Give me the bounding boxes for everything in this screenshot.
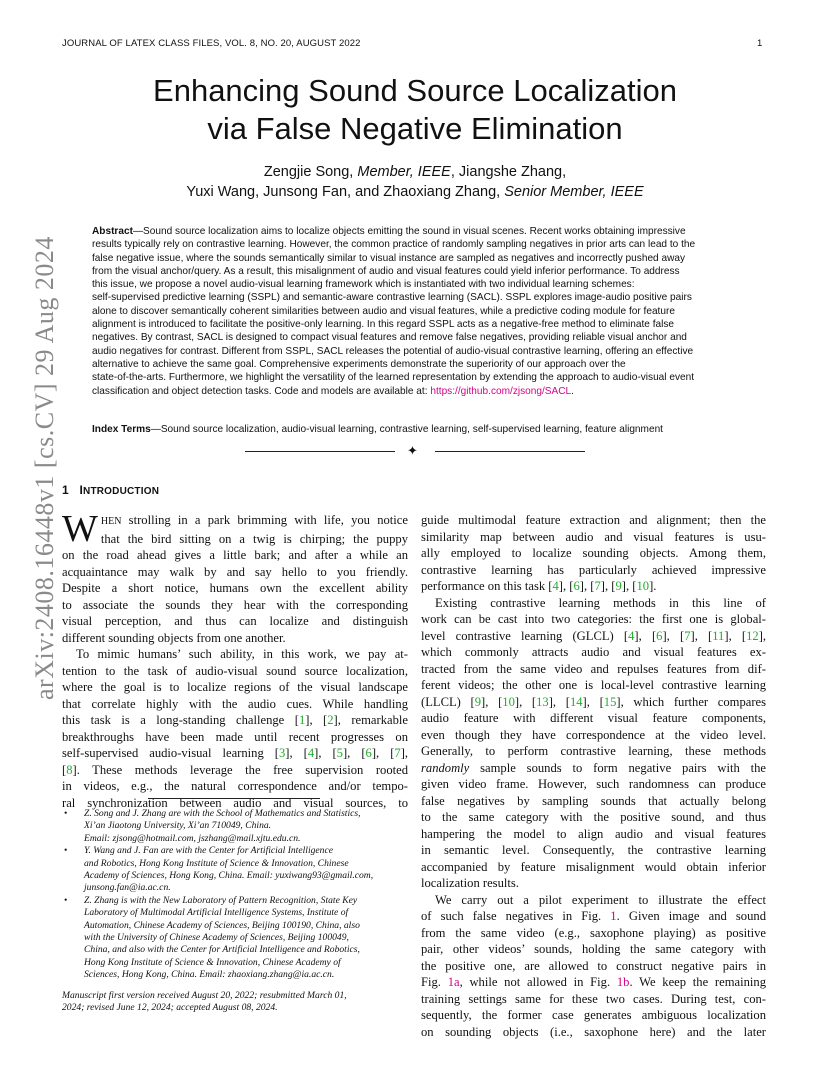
citation-link[interactable]: [4] (548, 579, 563, 593)
citation-link[interactable]: [9] (470, 694, 486, 709)
author-line (80, 162, 750, 182)
author-line (80, 182, 750, 202)
text-line: ally employed to localize sounding objects. Among them, (421, 546, 766, 560)
abstract-text: classification and object detection tasks. Code and models are available at: (92, 385, 431, 397)
text-line: this task is a long-standing challenge [1], [2], remarkable (62, 713, 408, 727)
paper-title (80, 72, 750, 148)
author-names: Zengjie Song, (263, 164, 358, 180)
manuscript-dates (62, 990, 408, 1015)
citation-link[interactable]: [10] (498, 694, 520, 709)
abstract-line (92, 331, 738, 344)
text-line: performance on this task [4], [6], [7], [9], [10]. (421, 579, 657, 593)
text-line: Generally, to perform contrastive learning, these methods (421, 744, 766, 758)
text-line: visual perception, and thus can localize and distinguish (62, 614, 408, 628)
text-line: given video frame. However, such randomness can produce (421, 777, 766, 791)
abstract-text: false negative issue, where the sounds semantically similar to visual instance are sampled as negatives and incorrectly pushed away (92, 252, 686, 264)
section-title: NTRODUCTION (83, 486, 160, 497)
footnote-item (62, 808, 408, 845)
footnote-line: with the University of Chinese Academy of Sciences, Beijing 100049, (84, 932, 349, 944)
arxiv-identifier: arXiv:2408.16448v1 [cs.CV] 29 Aug 2024 (30, 236, 59, 700)
abstract-line (92, 265, 738, 278)
abstract-text: from the visual anchor/query. As a result, this misalignment of audio and visual features could yield inferior performance. To address (92, 265, 680, 277)
citation-link[interactable]: [4] (303, 746, 319, 760)
citation-link[interactable]: [6] (569, 579, 584, 593)
footnote-list (62, 808, 408, 982)
divider-rule (245, 451, 395, 452)
footnote-line: Hong Kong Institute of Science & Innovation, Chinese Academy of (84, 956, 341, 968)
abstract-line (92, 225, 738, 238)
citation-link[interactable]: [4] (623, 628, 639, 643)
text-line: to associate the sounds they hear with the corresponding (62, 597, 408, 612)
paragraph (62, 646, 408, 811)
text-line: Despite a short notice, humans own the excellent ability (62, 581, 408, 595)
footnote-line: China, and also with the Center for Artificial Intelligence and Robotics, (84, 944, 360, 956)
author-membership: Member, IEEE (357, 164, 451, 180)
citation-link[interactable]: [1] (294, 713, 310, 727)
citation-link[interactable]: [9] (611, 579, 626, 593)
footnote-line: Sciences, Hong Kong, China. Email: zhaoxiang.zhang@ia.ac.cn. (84, 969, 335, 981)
footnote-rule (148, 798, 320, 799)
text-line: hampering the model to align audio and visual features (421, 826, 766, 841)
page-number: 1 (757, 38, 763, 49)
text-line: self-supervised audio-visual learning [3], [4], [5], [6], [7], (62, 746, 409, 760)
abstract (92, 225, 738, 398)
text-line: tracted from the same video and repulses features from dif- (421, 661, 766, 676)
text-line: pair, other videos’ sounds, holding the same category with (421, 942, 766, 956)
text-line: randomly sample sounds to form negative pairs with the (421, 760, 766, 775)
footnote-line: Academy of Sciences, Hong Kong, China. Email: yuxiwang93@gmail.com, (84, 870, 374, 882)
text-line: guide multimodal feature extraction and alignment; then the (421, 513, 766, 527)
abstract-line (92, 371, 738, 384)
footnote-line: Email: zjsong@hotmail.com, jszhang@mail.xjtu.edu.cn. (84, 832, 301, 844)
author-membership: Senior Member, IEEE (504, 184, 644, 200)
text-line: tention to the task of audio-visual sound source localization, (62, 663, 408, 678)
footnote-line: Y. Wang and J. Fan are with the Center for Artificial Intelligence (84, 845, 333, 857)
figure-link[interactable]: Fig. 1b (590, 975, 630, 989)
paragraph (421, 892, 766, 1041)
abstract-line (92, 252, 738, 265)
text-line: where the goal is to localize regions of the visual landscape (62, 680, 408, 694)
text-line: acquaintance may walk by and say hello to you friendly. (62, 564, 408, 579)
abstract-text: alone to discover semantically coherent similarities between audio and visual features, while a predictive coding module for feature (92, 305, 675, 317)
citation-link[interactable]: [11] (708, 628, 729, 643)
abstract-line (92, 291, 738, 304)
text-line: (LLCL) [9], [10], [13], [14], [15], which further compares (421, 694, 767, 709)
divider-ornament-icon: ✦ (407, 443, 418, 458)
text-line: work can be cast into two categories: the first one is global- (421, 612, 766, 626)
body-right-column (421, 512, 766, 1040)
citation-link[interactable]: [3] (274, 746, 290, 760)
abstract-text: results typically rely on contrastive learning. However, the common practice of randomly sampling negatives in prior arts can lead to the (92, 239, 696, 251)
text-line: audio feature with different visual feature components, (421, 711, 766, 725)
citation-link[interactable]: [2] (323, 713, 338, 727)
text-line: in videos, e.g., the natural correspondence and/or tempo- (62, 779, 408, 793)
footnote-item (62, 845, 408, 895)
figure-link[interactable]: Fig. 1 (581, 909, 617, 923)
section-heading (62, 483, 159, 497)
abstract-text: audio negatives for contrast. Different from SSPL, SACL releases the potential of audio-visual contrastive learning, offering an effective (92, 345, 694, 357)
footnote-line: and Robotics, Hong Kong Institute of Science & Innovation, Chinese (84, 857, 349, 869)
citation-link[interactable]: [10] (632, 579, 654, 593)
citation-link[interactable]: [6] (651, 628, 667, 643)
text-line: of such false negatives in Fig. 1. Given image and sound (421, 909, 766, 923)
text-line: in semantic level. Consequently, the contrastive learning (421, 843, 766, 857)
citation-link[interactable]: [12] (741, 628, 763, 643)
abstract-text: alignment is introduced to facilitate the positive-only learning. In this regard SSPL acts as a negative-free method to eliminate false (92, 319, 675, 331)
text-line: to the same category with the positive sound, and thus (421, 810, 766, 824)
running-head: JOURNAL OF LATEX CLASS FILES, VOL. 8, NO. 20, AUGUST 2022 (62, 38, 361, 49)
text-line: breakthroughs have been made until recent progresses on (62, 729, 408, 744)
bullet-icon: • (64, 894, 68, 906)
paragraph (421, 512, 766, 595)
title-line: Enhancing Sound Source Localization (153, 73, 677, 108)
text-line: ral synchronization between audio and visual sources, to (62, 795, 408, 810)
citation-link[interactable]: [8] (62, 762, 77, 777)
abstract-text: negatives. By contrast, SACL is designed to compact visual features and remove false negatives, providing reliable visual anchor and (92, 332, 687, 344)
emphasis-text: randomly (421, 760, 470, 775)
section-number: 1 (62, 483, 69, 497)
text-line: training settings same for these two cases. During test, con- (421, 991, 766, 1006)
bullet-icon: • (64, 845, 68, 857)
text-line: that the bird sitting on a twig is chirping; the puppy (100, 531, 408, 546)
text-line: accompanied by feature misalignment would obtain inferior (421, 859, 766, 874)
bullet-icon: • (64, 808, 68, 819)
footnote-line: Laboratory of Multimodal Artificial Intelligence Systems, Institute of (84, 907, 349, 919)
author-list (80, 162, 750, 202)
figure-link[interactable]: Fig. 1a (421, 975, 460, 989)
paragraph (62, 508, 408, 646)
citation-link[interactable]: [7] (390, 746, 405, 760)
abstract-line (92, 318, 738, 331)
manuscript-line: 2024; revised June 12, 2024; accepted August 08, 2024. (62, 1002, 278, 1014)
text-line: the positive one, are allowed to construct negative pairs in (421, 958, 766, 973)
footnote-line: Z. Zhang is with the New Laboratory of Pattern Recognition, State Key (84, 894, 358, 906)
text-line: ferent videos; the other one is local-level contrastive learning (421, 678, 766, 692)
text-line: We carry out a pilot experiment to illustrate the effect (435, 892, 766, 907)
code-link[interactable]: https://github.com/zjsong/SACL (430, 385, 572, 397)
text-line: localization results. (421, 876, 519, 890)
text-line: similarity map between audio and visual features is usu- (421, 529, 766, 544)
text-line: which commonly attracts audio and visual features ex- (421, 645, 766, 659)
text-line: on sounding objects (i.e., saxophone here) and the later (421, 1024, 766, 1039)
abstract-line (92, 305, 738, 318)
divider-rule (435, 451, 585, 452)
text-line: [8]. These methods leverage the free supervision rooted (62, 762, 408, 777)
abstract-text: alternative to achieve the same goal. Comprehensive experiments demonstrate the superiority of our approach over the (92, 358, 626, 370)
abstract-line (92, 385, 738, 398)
section-divider (245, 444, 585, 458)
small-caps-text: HEN (100, 516, 122, 527)
text-line: contrastive learning has particularly achieved impressive (421, 562, 766, 577)
abstract-line (92, 345, 738, 358)
text-line: sequently, the former case generates ambiguous localization (421, 1008, 766, 1022)
citation-link[interactable]: [15] (599, 694, 621, 709)
title-line: via False Negative Elimination (207, 111, 623, 146)
citation-link[interactable]: [6] (361, 746, 377, 760)
text-line: different sounding objects from one another. (62, 630, 286, 645)
citation-link[interactable]: [13] (531, 694, 553, 709)
text-line: on the road ahead gives a little bark; and after a while an (62, 548, 408, 562)
drop-cap: W (62, 508, 98, 550)
author-names: , Jiangshe Zhang, (450, 164, 567, 180)
text-line: Fig. 1a, while not allowed in Fig. 1b. We keep the remaining (421, 975, 766, 989)
citation-link[interactable]: [7] (590, 579, 605, 593)
footnote-line: Automation, Chinese Academy of Sciences, Beijing 100190, China, also (84, 919, 360, 931)
abstract-text: —Sound source localization aims to localize objects emitting the sound in visual scenes. Recent works obtaining impressive (132, 226, 686, 237)
manuscript-line: Manuscript first version received August 20, 2022; resubmitted March 01, (62, 989, 347, 1001)
footnote-line: junsong.fan@ia.ac.cn. (84, 882, 171, 894)
abstract-text: self-supervised predictive learning (SSPL) and semantic-aware contrastive learning (SACL). SSPL explores image-audio positive pairs (92, 292, 692, 304)
text-line: HEN strolling in a park brimming with life, you notice (100, 513, 408, 527)
abstract-text: . (571, 385, 574, 397)
text-line: Existing contrastive learning methods in this line of (435, 595, 766, 610)
footnote-line: Z. Song and J. Zhang are with the School of Mathematics and Statistics, (84, 808, 361, 819)
abstract-text: state-of-the-arts. Furthermore, we highlight the versatility of the learned representation by extending the approach to audio-visual event (92, 372, 695, 384)
index-terms-label: Index Terms (92, 424, 151, 435)
abstract-label: Abstract (92, 226, 133, 237)
index-terms (92, 423, 738, 436)
paragraph (421, 595, 766, 892)
index-terms-text: —Sound source localization, audio-visual learning, contrastive learning, self-supervised learning, feature alignment (150, 424, 663, 435)
citation-link[interactable]: [7] (679, 628, 695, 643)
abstract-line (92, 238, 738, 251)
abstract-line (92, 278, 738, 291)
text-line: To mimic humans’ such ability, in this work, we pay at- (76, 647, 408, 661)
footnote-item (62, 895, 408, 982)
body-left-column (62, 508, 409, 811)
citation-link[interactable]: [14] (565, 694, 587, 709)
text-line: false negatives by sampling sounds that actually belong (421, 793, 766, 808)
abstract-text: this issue, we propose a novel audio-visual learning framework which is instantiated with two individual learning schemes: (92, 279, 635, 291)
text-line: from the same video (e.g., saxophone playing) as positive (421, 925, 766, 940)
abstract-line (92, 358, 738, 371)
citation-link[interactable]: [5] (332, 746, 348, 760)
footnote-line: Xi’an Jiaotong University, Xi’an 710049, China. (84, 820, 272, 832)
footnotes (62, 808, 408, 1015)
text-line: even though they have correspondence at the video level. (421, 727, 766, 742)
author-names: Yuxi Wang, Junsong Fan, and Zhaoxiang Zhang, (186, 184, 505, 200)
text-line: that correlate highly with the audio cues. While handling (62, 696, 408, 711)
section-title: I (79, 483, 84, 497)
text-line: level contrastive learning (GLCL) [4], [6], [7], [11], [12], (421, 628, 767, 643)
